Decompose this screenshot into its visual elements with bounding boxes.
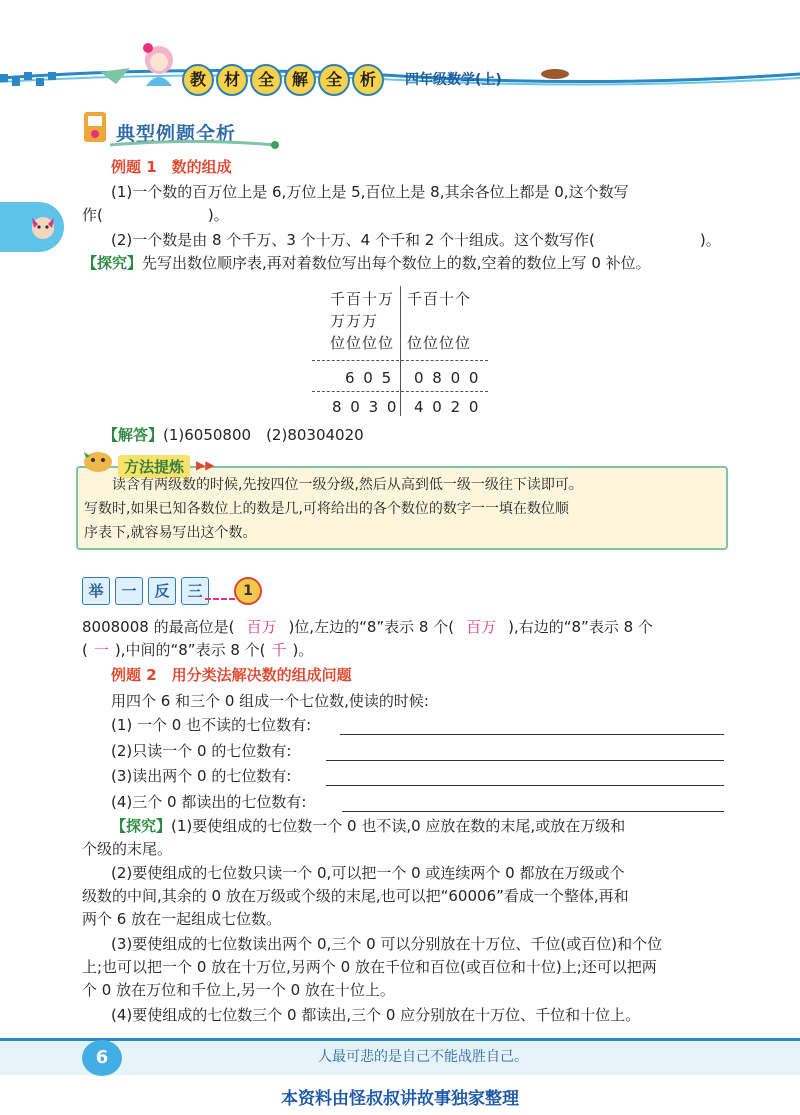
mascot-icon xyxy=(138,42,180,90)
header-wave-decoration xyxy=(0,60,800,100)
tip-label: 方法提炼 xyxy=(118,455,190,478)
example2-q2: (2)只读一个 0 的七位数有: xyxy=(111,742,292,760)
example2-q3: (3)读出两个 0 的七位数有: xyxy=(111,767,292,785)
tip-text1: 读含有两级数的时候,先按四位一级分级,然后从高到低一级一级往下读即可。 xyxy=(112,477,583,493)
table-divider xyxy=(312,391,488,392)
header-char: 全 xyxy=(318,64,350,96)
table-header1-right: 千百十个 xyxy=(407,290,472,308)
table-divider xyxy=(312,360,488,361)
tip-arrow-icon: ▶▶ xyxy=(196,458,215,472)
answer-line xyxy=(340,734,724,735)
header-char: 解 xyxy=(284,64,316,96)
example1-q1a: (1)一个数的百万位上是 6,万位上是 5,百位上是 8,其余各位上都是 0,这个数写 xyxy=(111,183,629,201)
example1-answer: (1)6050800 (2)80304020 xyxy=(163,426,364,444)
table-row2-left: 8 0 3 0 xyxy=(332,398,399,416)
example2-title: 例题 2 用分类法解决数的组成问题 xyxy=(111,666,352,684)
answer-tag: 【解答】 xyxy=(103,426,164,444)
explore-tag: 【探究】 xyxy=(111,817,172,835)
page-number: 6 xyxy=(82,1040,122,1076)
practice-char: 三 xyxy=(181,577,209,605)
fox-icon xyxy=(28,212,58,242)
table-header1-left: 千百十万 xyxy=(330,290,395,308)
footer-credit: 本资料由怪叔叔讲故事独家整理 xyxy=(281,1089,519,1109)
example2-p2c: 两个 6 放在一起组成七位数。 xyxy=(82,910,282,928)
example2-p2b: 级数的中间,其余的 0 放在万级或个级的末尾,也可以把“60006”看成一个整体,再和 xyxy=(82,887,629,905)
example2-intro: 用四个 6 和三个 0 组成一个七位数,使读的时候: xyxy=(111,692,429,710)
tip-text2: 写数时,如果已知各数位上的数是几,可将给出的各个数位的数字一一填在数位顺 xyxy=(84,501,569,517)
tip-text3: 序表下,就容易写出这个数。 xyxy=(84,525,257,541)
example2-p2a: (2)要使组成的七位数只读一个 0,可以把一个 0 或连续两个 0 都放在万级或个 xyxy=(111,864,625,882)
example2-p3c: 个 0 放在万位和千位上,另一个 0 放在十位上。 xyxy=(82,981,395,999)
table-vertical-divider xyxy=(400,286,401,416)
answer-line xyxy=(326,785,724,786)
example2-p3b: 上;也可以把一个 0 放在十万位,另两个 0 放在千位和百位(或百位和十位)上;还可以把两 xyxy=(82,958,657,976)
practice-number-badge: 1 xyxy=(234,577,262,605)
section-title: 典型例题全析 xyxy=(116,123,237,145)
practice-line2: ( 一 ),中间的“8”表示 8 个( 千 )。 xyxy=(82,641,314,659)
header-char: 全 xyxy=(250,64,282,96)
header-char: 析 xyxy=(352,64,384,96)
example1-q2: (2)一个数是由 8 个千万、3 个十万、4 个千和 2 个十组成。这个数写作( )。 xyxy=(111,231,721,249)
example2-p4: (4)要使组成的七位数三个 0 都读出,三个 0 应分别放在十万位、千位和十位上。 xyxy=(111,1006,641,1024)
answer-line xyxy=(326,760,724,761)
practice-char: 反 xyxy=(148,577,176,605)
table-row2-right: 4 0 2 0 xyxy=(414,398,481,416)
example2-p1a: (1)要使组成的七位数一个 0 也不读,0 应放在数的末尾,或放在万级和 xyxy=(171,817,626,835)
example2-q4: (4)三个 0 都读出的七位数有: xyxy=(111,793,307,811)
section-underline xyxy=(110,140,280,150)
practice-line1: 8008008 的最高位是( 百万 )位,左边的“8”表示 8 个( 百万 ),右边的“8”表示 8 个 xyxy=(82,618,653,636)
example1-explore: 先写出数位顺序表,再对着数位写出每个数位上的数,空着的数位上写 0 补位。 xyxy=(142,254,651,272)
example2-q1: (1) 一个 0 也不读的七位数有: xyxy=(111,716,312,734)
practice-char: 举 xyxy=(82,577,110,605)
table-header2-left: 万万万 xyxy=(330,312,379,330)
example1-q1b: 作( )。 xyxy=(82,206,229,224)
answer-line xyxy=(342,811,724,812)
section-icon xyxy=(78,110,112,146)
explore-tag: 【探究】 xyxy=(82,254,143,272)
side-tab xyxy=(0,202,64,252)
dragon-icon xyxy=(80,446,116,474)
practice-dash xyxy=(205,598,235,600)
table-row1-left: 6 0 5 xyxy=(345,369,394,387)
grade-label: 四年级数学(上) xyxy=(405,72,502,88)
table-header3-right: 位位位位 xyxy=(407,334,472,352)
example2-p1b: 个级的末尾。 xyxy=(82,840,173,858)
example1-title: 例题 1 数的组成 xyxy=(111,158,232,176)
table-header3-left: 位位位位 xyxy=(330,334,395,352)
practice-char: 一 xyxy=(115,577,143,605)
header-char: 材 xyxy=(216,64,248,96)
header-char: 教 xyxy=(182,64,214,96)
footer-motto: 人最可悲的是自己不能战胜自己。 xyxy=(318,1049,528,1065)
table-row1-right: 0 8 0 0 xyxy=(414,369,481,387)
example2-p3a: (3)要使组成的七位数读出两个 0,三个 0 可以分别放在十万位、千位(或百位)和个位 xyxy=(111,935,663,953)
